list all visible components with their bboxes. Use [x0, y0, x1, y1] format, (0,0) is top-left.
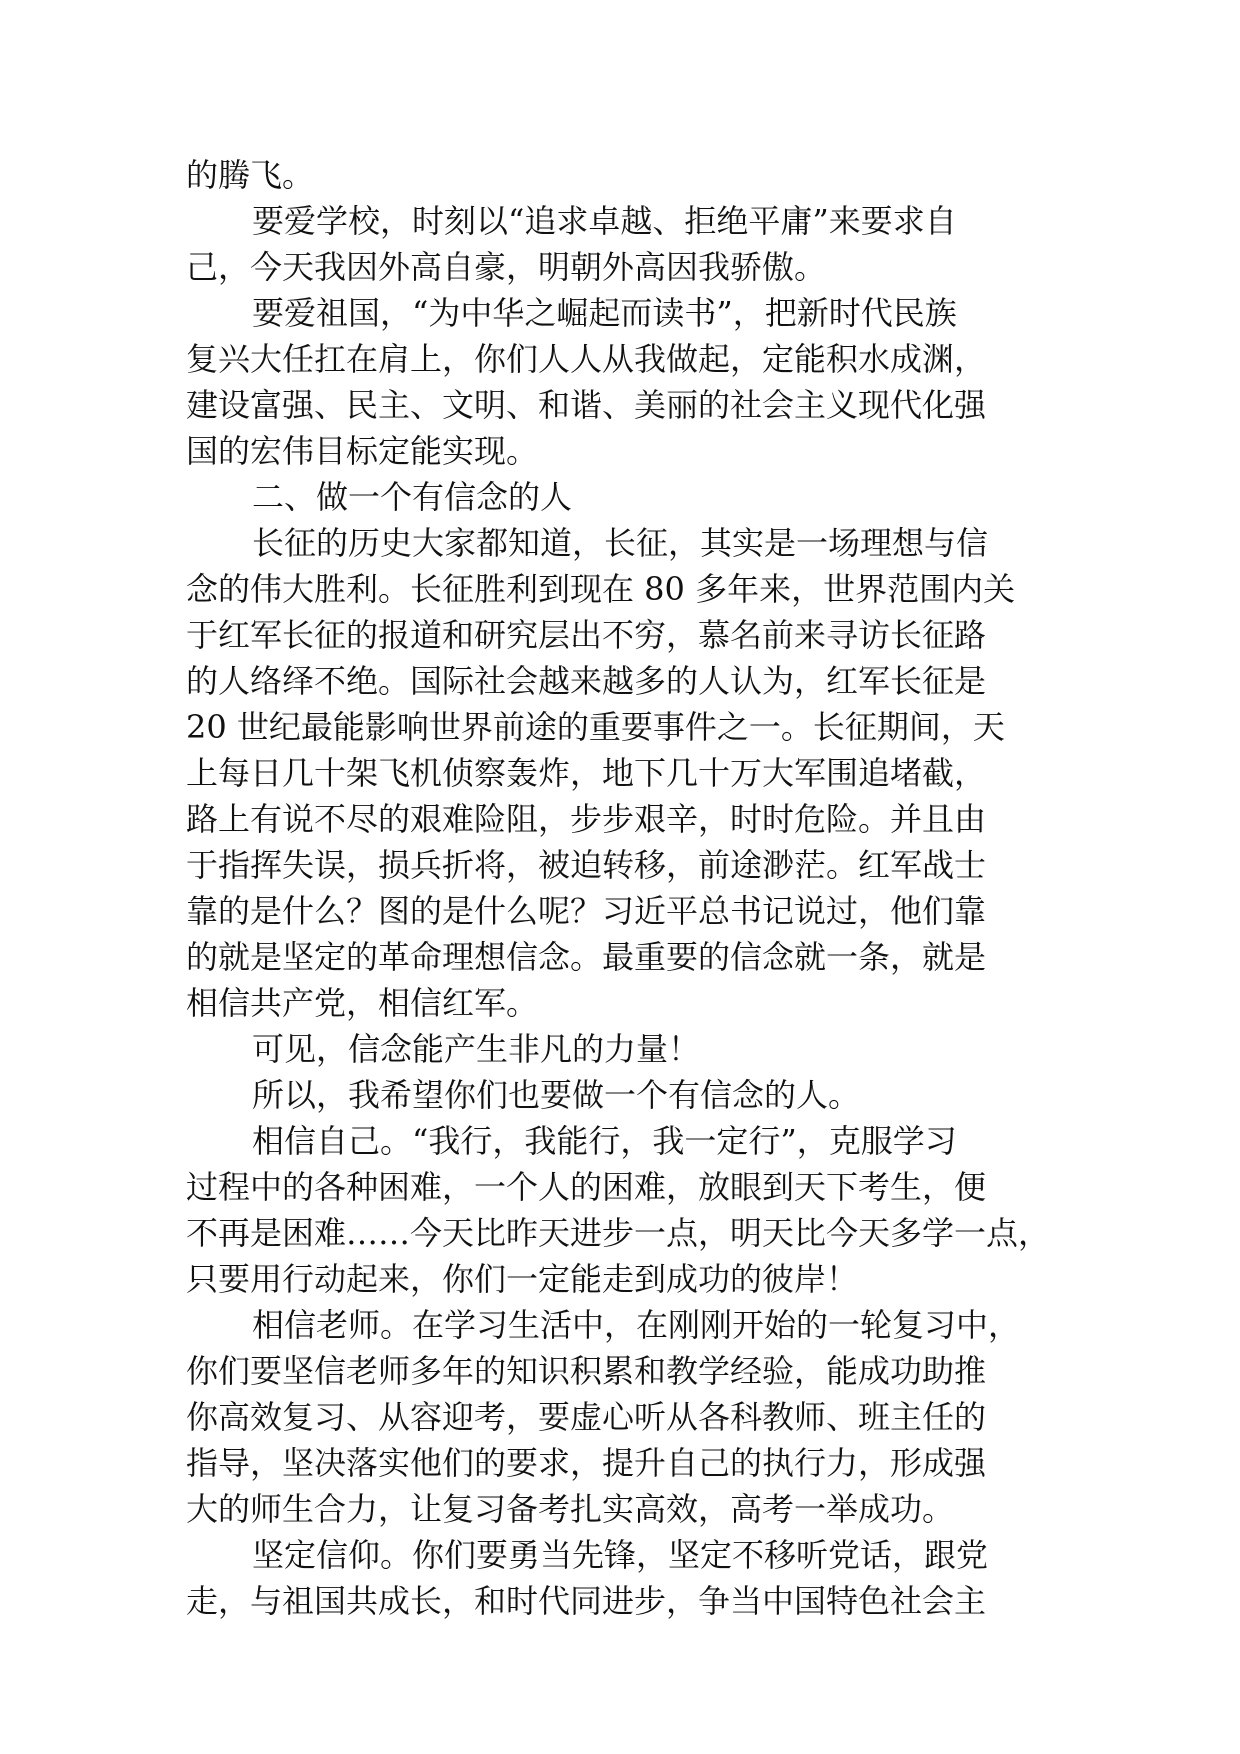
text-line: 的就是坚定的革命理想信念。最重要的信念就一条，就是 — [186, 938, 987, 976]
text-line: 于红军长征的报道和研究层出不穷，慕名前来寻访长征路 — [186, 616, 987, 654]
text-line: 念的伟大胜利。长征胜利到现在 80 多年来，世界范围内关 — [186, 570, 1016, 608]
text-line: 上每日几十架飞机侦察轰炸，地下几十万大军围追堵截， — [186, 754, 987, 792]
text-line: 的人络绎不绝。国际社会越来越多的人认为，红军长征是 — [186, 662, 987, 700]
text-line: 指导，坚决落实他们的要求，提升自己的执行力，形成强 — [186, 1444, 987, 1482]
text-line: 长征的历史大家都知道，长征，其实是一场理想与信 — [252, 524, 989, 562]
text-line: 过程中的各种困难，一个人的困难，放眼到天下考生，便 — [186, 1168, 987, 1206]
document-page — [186, 152, 1086, 1624]
text-line: 你们要坚信老师多年的知识积累和教学经验，能成功助推 — [186, 1352, 987, 1390]
text-line: 二、做一个有信念的人 — [252, 478, 573, 516]
text-line: 己，今天我因外高自豪，明朝外高因我骄傲。 — [186, 248, 827, 286]
text-line: 国的宏伟目标定能实现。 — [186, 432, 539, 470]
text-line: 你高效复习、从容迎考，要虚心听从各科教师、班主任的 — [186, 1398, 987, 1436]
text-line: 于指挥失误，损兵折将，被迫转移，前途渺茫。红军战士 — [186, 846, 987, 884]
text-line: 相信共产党，相信红军。 — [186, 984, 539, 1022]
text-line: 建设富强、民主、文明、和谐、美丽的社会主义现代化强 — [186, 386, 987, 424]
text-line: 路上有说不尽的艰难险阻，步步艰辛，时时危险。并且由 — [186, 800, 987, 838]
text-line: 相信自己。“我行，我能行，我一定行”，克服学习 — [252, 1122, 957, 1160]
text-line: 所以，我希望你们也要做一个有信念的人。 — [252, 1076, 861, 1114]
text-line: 靠的是什么？图的是什么呢？习近平总书记说过，他们靠 — [186, 892, 987, 930]
text-line: 相信老师。在学习生活中，在刚刚开始的一轮复习中， — [252, 1306, 1021, 1344]
text-line: 20 世纪最能影响世界前途的重要事件之一。长征期间，天 — [186, 708, 1005, 746]
text-line: 复兴大任扛在肩上，你们人人从我做起，定能积水成渊， — [186, 340, 987, 378]
text-line: 走，与祖国共成长，和时代同进步，争当中国特色社会主 — [186, 1582, 987, 1620]
text-line: 只要用行动起来，你们一定能走到成功的彼岸！ — [186, 1260, 859, 1298]
text-line: 不再是困难……今天比昨天进步一点，明天比今天多学一点， — [186, 1214, 1051, 1252]
text-line: 大的师生合力，让复习备考扎实高效，高考一举成功。 — [186, 1490, 955, 1528]
text-line: 要爱学校，时刻以“追求卓越、拒绝平庸”来要求自 — [252, 202, 957, 240]
text-line: 可见，信念能产生非凡的力量！ — [252, 1030, 701, 1068]
text-line: 坚定信仰。你们要勇当先锋，坚定不移听党话，跟党 — [252, 1536, 989, 1574]
text-line: 要爱祖国，“为中华之崛起而读书”，把新时代民族 — [252, 294, 957, 332]
text-line: 的腾飞。 — [186, 156, 315, 194]
